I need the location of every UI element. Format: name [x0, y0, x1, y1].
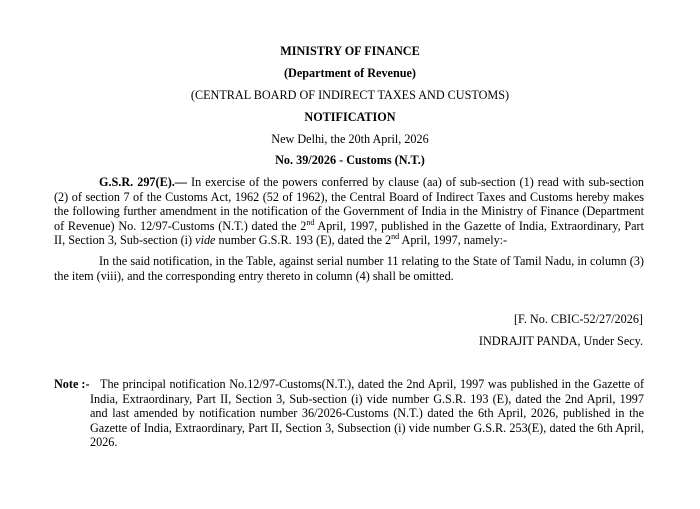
note-text: The principal notification No.12/97-Customs(N.T.), dated the 2nd April, 1997 was published in the Gazette of India, Extraordinary, Part II, Section 3, Sub-section (i) vide number G.S.R. 193 (E), dated the 2nd April, 1997 and last amended by notification number 36/2026-Customs (N.T.) dated the 6th April, 2026, published in the Gazette of India, Extraordinary, Part II, Section 3, Subsection (i) vide number G.S.R. 253(E), dated the 6th April, 2026.	[90, 377, 644, 450]
ministry-heading: MINISTRY OF FINANCE	[280, 44, 420, 58]
note-block	[54, 377, 644, 450]
para1-text-c: number G.S.R. 193 (E), dated the 2	[215, 233, 392, 248]
board-heading: (CENTRAL BOARD OF INDIRECT TAXES AND CUSTOMS)	[190, 88, 510, 102]
superscript-nd: nd	[306, 217, 315, 227]
notification-number: No. 39/2026 - Customs (N.T.)	[275, 153, 425, 167]
file-number: [F. No. CBIC-52/27/2026]	[513, 312, 643, 326]
place-date: New Delhi, the 20th April, 2026	[271, 132, 429, 146]
gsr-number: G.S.R. 297(E).—	[99, 175, 187, 189]
vide-italic: vide	[195, 233, 216, 248]
department-heading: (Department of Revenue)	[284, 66, 416, 80]
para1-text-a: In exercise of the powers conferred by clause (aa) of sub-section (1) read with sub-section (2) of section 7 of the Customs Act, 1962 (52 of 1962), the Central Board of Indirect Taxes and Customs hereby makes the following further amendment in the notification of the Government of India in the Ministry of Finance (Department of Revenue) No. 12/97-Customs (N.T.) dated the 2	[54, 175, 645, 233]
paragraph-amendment: In the said notification, in the Table, against serial number 11 relating to the State of Tamil Nadu, in column (3) the item (viii), and the corresponding entry thereto in column (4) shall be omitted.	[54, 254, 644, 283]
note-label: Note :-	[54, 377, 90, 391]
signatory: INDRAJIT PANDA, Under Secy.	[478, 334, 643, 348]
para1-text-d: April, 1997, namely:-	[399, 233, 508, 248]
superscript-nd: nd	[391, 232, 400, 242]
para1-text-b: April, 1997, published in the Gazette of India, Extraordinary, Part II, Section 3, Sub-section (i)	[54, 218, 644, 248]
paragraph-main	[54, 175, 644, 248]
notification-title: NOTIFICATION	[304, 110, 396, 124]
